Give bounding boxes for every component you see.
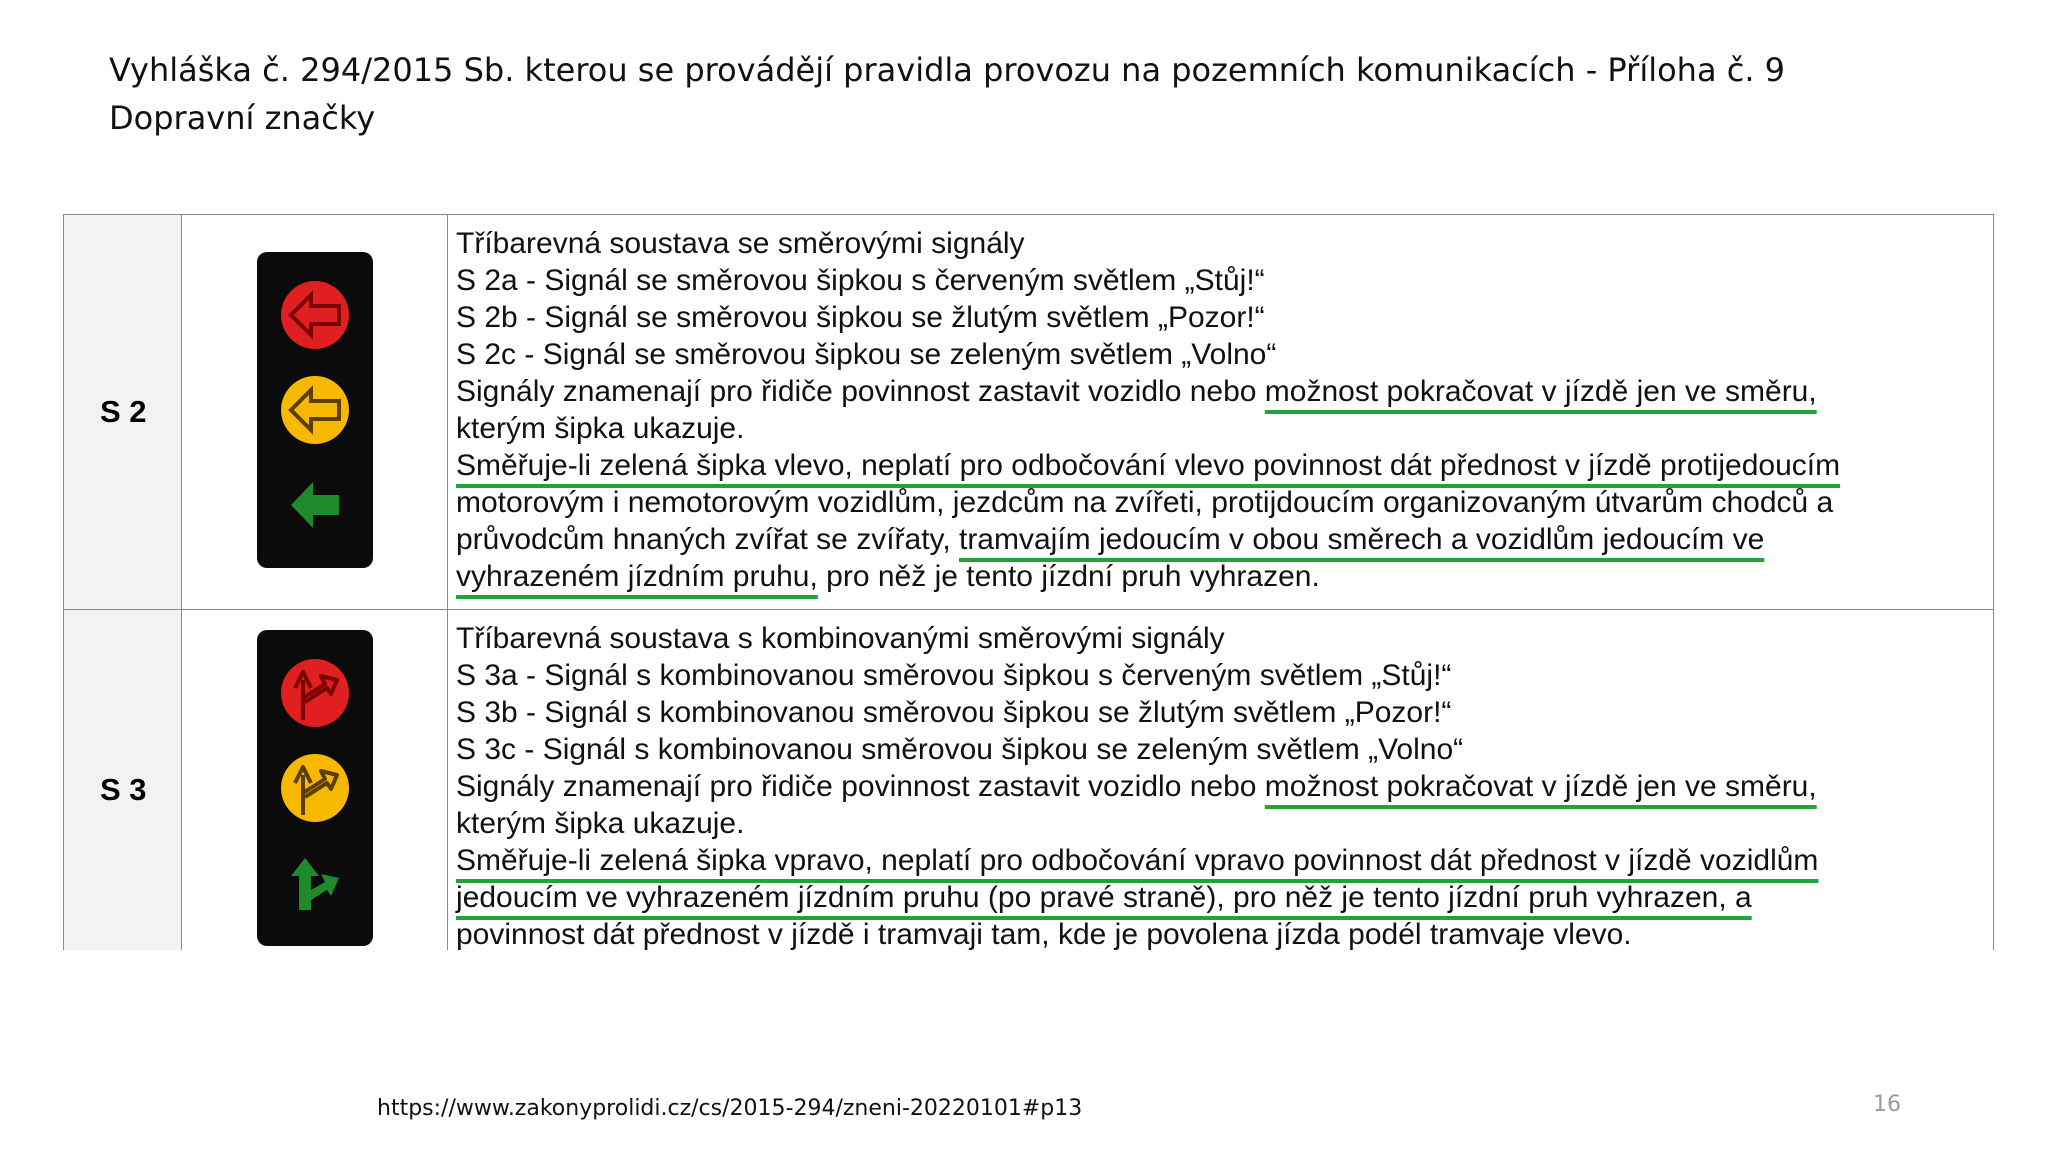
text-line: S 3a - Signál s kombinovanou směrovou šipkou s červeným světlem „Stůj!“ — [456, 659, 1452, 692]
signal-image-cell — [182, 215, 448, 610]
text-line: S 2c - Signál se směrovou šipkou se zeleným světlem „Volno“ — [456, 338, 1277, 371]
traffic-light-s3 — [257, 630, 373, 946]
text-line — [456, 879, 1981, 916]
red-left-arrow-icon — [281, 281, 349, 349]
traffic-signal-table — [63, 208, 1994, 950]
underlined-text: Směřuje-li zelená šipka vpravo, neplatí pro odbočování vpravo povinnost dát přednost v jízdě vozidlům — [456, 844, 1819, 877]
underlined-text: možnost pokračovat v jízdě jen ve směru, — [1264, 375, 1817, 408]
underlined-text: povinnost dát přednost v jízdě i tramvaji tam, kde je povolena jízda podél tramvaje vlevo. — [456, 918, 1632, 950]
text-line: S 2a - Signál se směrovou šipkou s červeným světlem „Stůj!“ — [456, 264, 1265, 297]
table-row — [64, 610, 1994, 951]
text-line: S 3b - Signál s kombinovanou směrovou šipkou se žlutým světlem „Pozor!“ — [456, 696, 1452, 729]
underlined-text: jedoucím ve vyhrazeném jízdním pruhu (po pravé straně), pro něž je tento jízdní pruh vyhrazen, a — [456, 881, 1752, 914]
text-line: S 3c - Signál s kombinovanou směrovou šipkou se zeleným světlem „Volno“ — [456, 733, 1464, 766]
description-cell — [448, 610, 1994, 951]
description-cell — [448, 215, 1994, 610]
table-row — [64, 215, 1994, 610]
signal-image-cell — [182, 610, 448, 951]
text-fragment: Signály znamenají pro řidiče povinnost zastavit vozidlo nebo — [456, 770, 1265, 803]
text-line: Tříbarevná soustava s kombinovanými směrovými signály — [456, 622, 1225, 655]
text-line — [456, 373, 1981, 410]
text-line: Tříbarevná soustava se směrovými signály — [456, 227, 1025, 260]
red-combined-arrow-icon — [281, 659, 349, 727]
yellow-left-arrow-icon — [281, 376, 349, 444]
underlined-text: možnost pokračovat v jízdě jen ve směru, — [1264, 770, 1817, 803]
yellow-combined-arrow-icon — [281, 754, 349, 822]
text-line — [456, 558, 1981, 595]
text-line — [456, 768, 1981, 805]
underlined-text: tramvajím jedoucím v obou směrech a vozidlům jedoucím ve — [958, 523, 1765, 556]
source-link[interactable]: https://www.zakonyprolidi.cz/cs/2015-294/zneni-20220101#p13 — [377, 1096, 1083, 1121]
underlined-text: Směřuje-li zelená šipka vlevo, neplatí pro odbočování vlevo povinnost dát přednost v jízdě protijedoucím — [456, 449, 1841, 482]
text-line: kterým šipka ukazuje. — [456, 412, 745, 445]
text-fragment: pro něž je tento jízdní pruh vyhrazen. — [817, 560, 1320, 593]
text-fragment: průvodcům hnaných zvířat se zvířaty, — [456, 523, 959, 556]
text-line: S 2b - Signál se směrovou šipkou se žlutým světlem „Pozor!“ — [456, 301, 1265, 334]
green-left-arrow-icon — [291, 482, 339, 528]
underlined-text: vyhrazeném jízdním pruhu, — [456, 560, 818, 593]
text-fragment: Signály znamenají pro řidiče povinnost zastavit vozidlo nebo — [456, 375, 1265, 408]
text-line: motorovým i nemotorovým vozidlům, jezdcům na zvířeti, protijdoucím organizovaným útvarům chodců a — [456, 486, 1834, 519]
text-line — [456, 842, 1981, 879]
row-code: S 3 — [64, 610, 182, 951]
text-line — [456, 916, 1981, 950]
text-line — [456, 447, 1981, 484]
row-code: S 2 — [64, 215, 182, 610]
title-line-2: Dopravní značky — [109, 99, 376, 137]
page-number: 16 — [1873, 1092, 1901, 1117]
text-line — [456, 521, 1981, 558]
green-combined-arrow-icon — [291, 858, 339, 910]
title-line-1: Vyhláška č. 294/2015 Sb. kterou se provádějí pravidla provozu na pozemních komunikacích - Příloha č. 9 — [109, 51, 1786, 89]
text-line: kterým šipka ukazuje. — [456, 807, 745, 840]
traffic-light-s2 — [257, 252, 373, 568]
slide-title — [109, 46, 1785, 142]
